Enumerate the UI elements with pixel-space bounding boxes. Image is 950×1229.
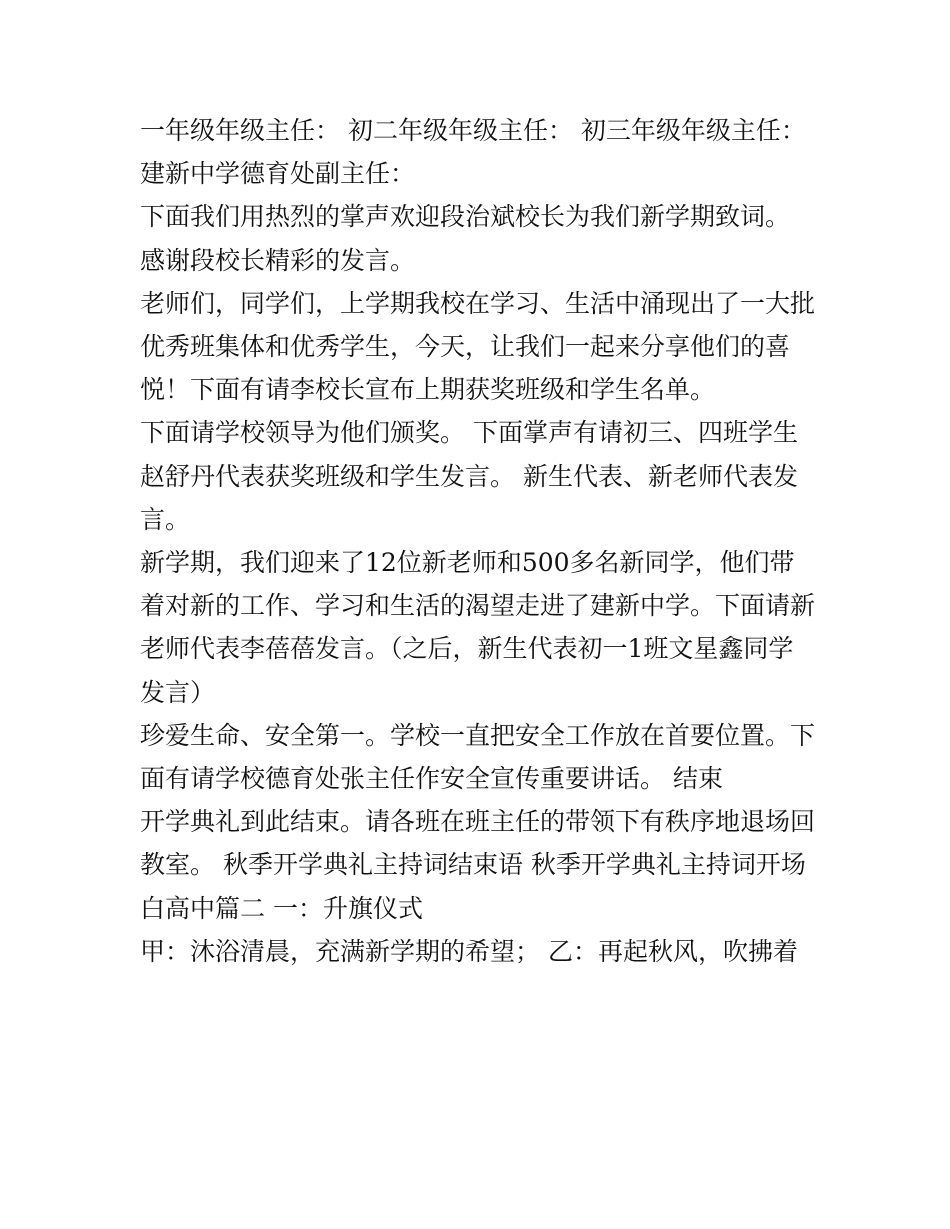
- text-line: 教室。 秋季开学典礼主持词结束语 秋季开学典礼主持词开场: [140, 850, 806, 880]
- text-line: 甲：沐浴清晨，充满新学期的希望； 乙：再起秋风，吹拂着: [140, 936, 798, 966]
- text-line: 建新中学德育处副主任：: [140, 159, 416, 189]
- text-line: 悦！下面有请李校长宣布上期获奖班级和学生名单。: [140, 375, 716, 405]
- text-line: 新学期，我们迎来了12位新老师和500多名新同学，他们带: [140, 548, 795, 578]
- text-line: 言。: [140, 504, 191, 534]
- text-line: 着对新的工作、学习和生活的渴望走进了建新中学。下面请新: [140, 591, 816, 621]
- text-line: 老师代表李蓓蓓发言。（之后，新生代表初一1班文星鑫同学: [140, 634, 794, 664]
- text-line: 优秀班集体和优秀学生，今天，让我们一起来分享他们的喜: [140, 332, 791, 362]
- text-line: 珍爱生命、安全第一。学校一直把安全工作放在首要位置。下: [140, 720, 816, 750]
- text-line: 下面我们用热烈的掌声欢迎段治斌校长为我们新学期致词。: [140, 202, 791, 232]
- text-line: 发言）: [140, 677, 216, 707]
- text-line: 白高中篇二 一：升旗仪式: [140, 893, 423, 923]
- text-line: 一年级年级主任： 初二年级年级主任： 初三年级年级主任：: [140, 116, 806, 145]
- text-line: 赵舒丹代表获奖班级和学生发言。 新生代表、新老师代表发: [140, 461, 798, 491]
- text-line: 面有请学校德育处张主任作安全宣传重要讲话。 结束: [140, 764, 723, 794]
- text-line: 老师们，同学们，上学期我校在学习、生活中涌现出了一大批: [140, 288, 816, 318]
- text-line: 感谢段校长精彩的发言。: [140, 245, 416, 275]
- document-body: [140, 109, 830, 973]
- text-line: 开学典礼到此结束。请各班在班主任的带领下有秩序地退场回: [140, 807, 816, 837]
- text-line: 下面请学校领导为他们颁奖。 下面掌声有请初三、四班学生: [140, 418, 798, 448]
